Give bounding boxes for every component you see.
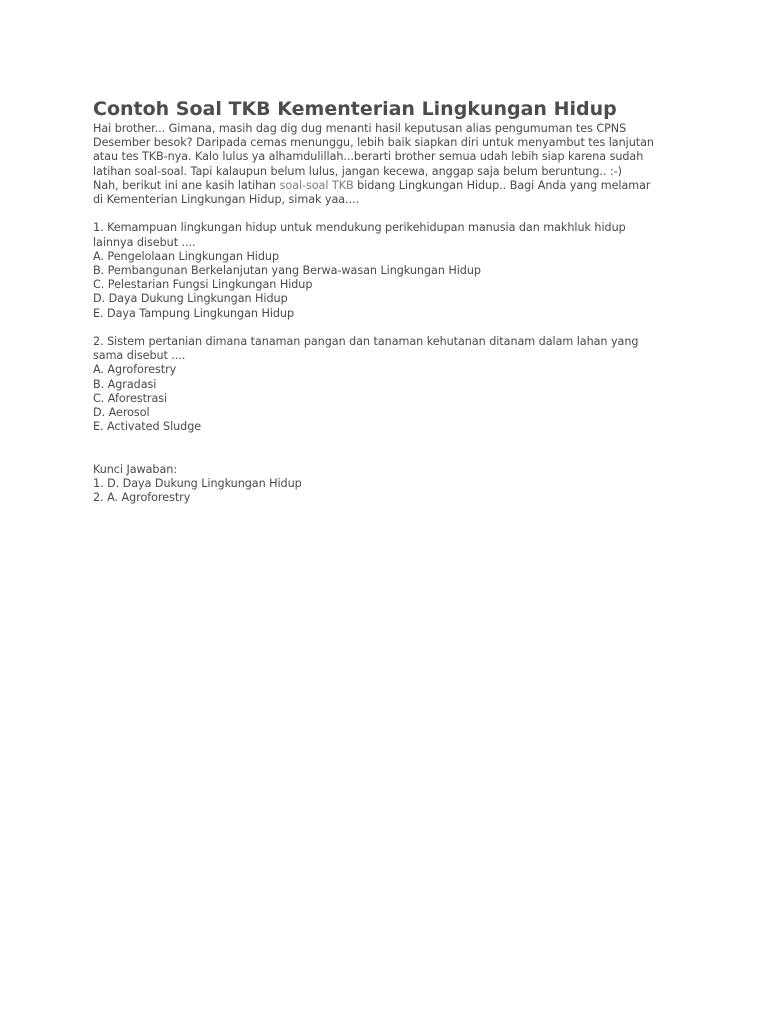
question-2 <box>93 335 683 434</box>
answer-option: E. Daya Tampung Lingkungan Hidup <box>93 306 295 320</box>
question-text: sama disebut .... <box>93 349 186 363</box>
intro-line: Desember besok? Daripada cemas menunggu, lebih baik siapkan diri untuk menyambut tes lanjutan <box>93 136 654 150</box>
answer-key-heading: Kunci Jawaban: <box>93 462 178 476</box>
intro-text: Nah, berikut ini ane kasih latihan <box>93 178 280 192</box>
answer-option: D. Daya Dukung Lingkungan Hidup <box>93 292 288 306</box>
page-title: Contoh Soal TKB Kementerian Lingkungan Hidup <box>93 98 617 120</box>
article-body <box>93 122 683 505</box>
spacer <box>93 321 683 335</box>
intro-line <box>93 179 683 193</box>
question-text: lainnya disebut .... <box>93 235 196 249</box>
answer-option: B. Agradasi <box>93 377 157 391</box>
question-text: 2. Sistem pertanian dimana tanaman pangan dan tanaman kehutanan ditanam dalam lahan yang <box>93 335 639 349</box>
document-page <box>93 96 683 505</box>
soal-tkb-link[interactable]: soal-soal TKB <box>279 178 354 192</box>
intro-paragraph <box>93 122 683 207</box>
intro-line: Hai brother... Gimana, masih dag dig dug menanti hasil keputusan alias pengumuman tes CPNS <box>93 122 627 135</box>
answer-option: A. Agroforestry <box>93 363 177 377</box>
intro-line: atau tes TKB-nya. Kalo lulus ya alhamdulillah...berarti brother semua udah lebih siap karena sudah <box>93 150 644 164</box>
intro-text: bidang Lingkungan Hidup.. Bagi Anda yang melamar <box>353 178 651 192</box>
question-1 <box>93 221 683 320</box>
answer-option: E. Activated Sludge <box>93 420 202 434</box>
answer-key <box>93 463 683 506</box>
answer-option: C. Pelestarian Fungsi Lingkungan Hidup <box>93 278 313 292</box>
question-text: 1. Kemampuan lingkungan hidup untuk mendukung perikehidupan manusia dan makhluk hidup <box>93 221 626 235</box>
spacer <box>93 434 683 462</box>
answer-option: A. Pengelolaan Lingkungan Hidup <box>93 249 280 263</box>
answer-option: D. Aerosol <box>93 406 150 420</box>
intro-line: latihan soal-soal. Tapi kalaupun belum lulus, jangan kecewa, anggap saja belum beruntung.. :-) <box>93 164 622 178</box>
intro-line: di Kementerian Lingkungan Hidup, simak yaa.... <box>93 193 360 207</box>
answer-option: C. Aforestrasi <box>93 391 168 405</box>
answer-key-item: 1. D. Daya Dukung Lingkungan Hidup <box>93 477 302 491</box>
answer-option: B. Pembangunan Berkelanjutan yang Berwa-wasan Lingkungan Hidup <box>93 264 481 278</box>
answer-key-item: 2. A. Agroforestry <box>93 491 191 505</box>
spacer <box>93 207 683 221</box>
